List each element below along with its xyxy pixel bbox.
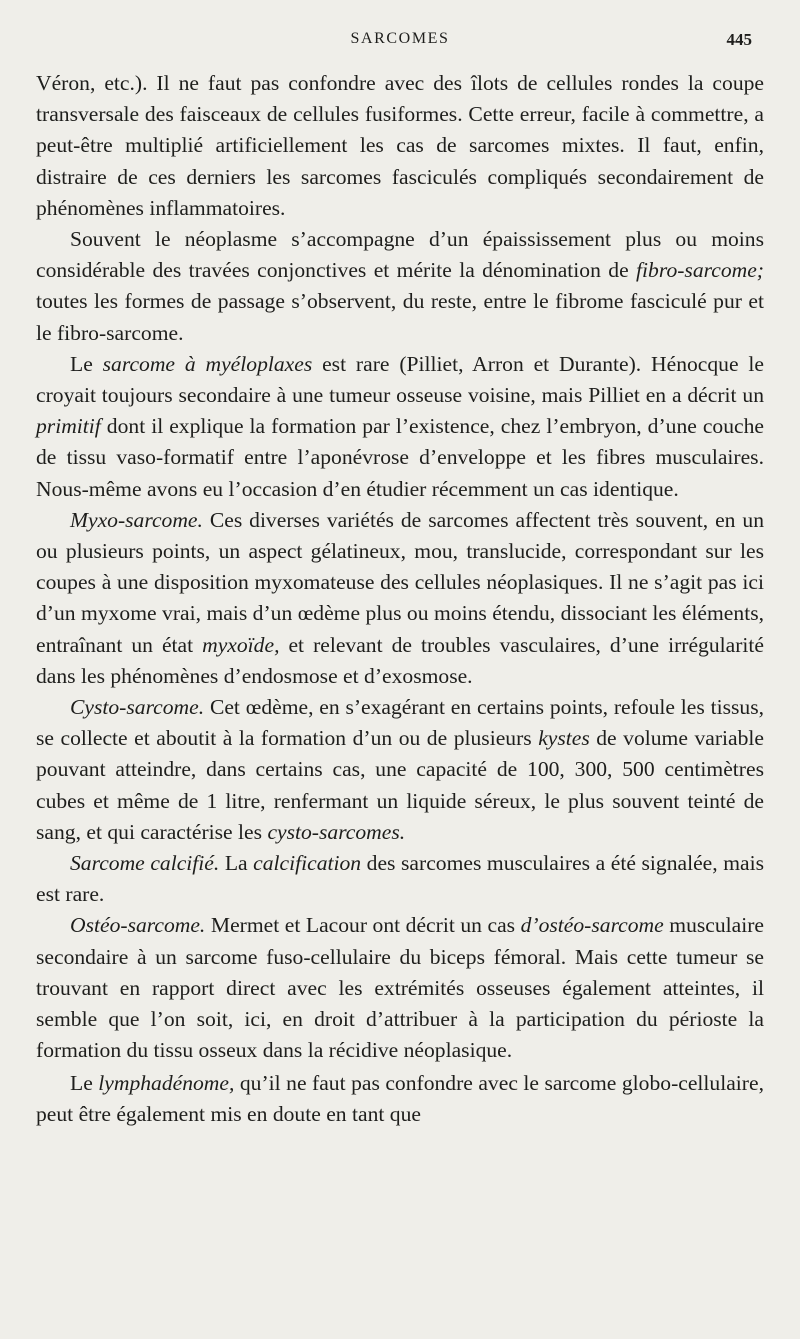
text-run: dont il explique la formation par l’existence, chez l’embryon, d’une couche de tissu vaso-formatif entre l’aponévrose d’enveloppe et les fibres musculaires. Nous-même avons eu l’occasion d’en étudier récemment un cas identique. [36,414,764,501]
text-run: toutes les formes de passage s’observent, du reste, entre le fibrome fasciculé pur et le fibro-sarcome. [36,289,764,345]
italic-run: kystes [538,726,590,751]
italic-run: Sarcome calcifié. [70,851,220,876]
body-text [36,68,764,1130]
text-run: qu’il ne faut pas confondre avec le sarcome globo-cellulaire, peut être également mis en doute en tant que [36,1070,764,1126]
running-title: SARCOMES [350,30,450,47]
running-head [38,30,762,54]
text-run: Souvent le néoplasme s’accompagne d’un épaississement plus ou moins considérable des travées conjonctives et mérite la dénomination de [36,227,764,283]
paragraph [36,910,764,1066]
italic-run: d’ostéo-sarcome [520,913,664,938]
paragraph [36,349,764,505]
text-run: de volume variable pouvant atteindre, dans certains cas, une capacité de 100, 300, 500 centimètres cubes et même de 1 litre, renfermant un liquide séreux, le plus souvent teinté de sang, et qui caractérise les [36,726,764,844]
text-run: est rare (Pilliet, Arron et Durante). Hénocque le croyait toujours secondaire à une tumeur osseuse voisine, mais Pilliet en a décrit un [36,351,764,408]
paragraph [36,224,764,349]
paragraph [36,848,764,910]
text-run: Le [70,1070,99,1095]
text-run: Ces diverses variétés de sarcomes affectent très souvent, en un ou plusieurs points, un aspect gélatineux, mou, translucide, correspondant sur les coupes à une disposition myxomateuse des cellules néoplasiques. Il ne s’agit pas ici d’un myxome vrai, mais d’un œdème plus ou moins étendu, dissociant les éléments, entraînant un état [36,507,764,657]
italic-run: cysto-sarcomes. [267,819,406,844]
italic-run: lymphadénome, [98,1070,235,1095]
text-run: et relevant de troubles vasculaires, d’une irrégularité dans les phénomènes d’endosmose et d’exosmose. [36,632,764,688]
italic-run: Myxo-sarcome. [70,507,203,532]
italic-run: Ostéo-sarcome. [70,913,206,938]
paragraph [36,68,764,224]
text-run: Le [70,351,103,376]
italic-run: primitif [36,414,101,439]
text-run: des sarcomes musculaires a été signalée, mais est rare. [36,851,764,907]
paragraph [36,1068,764,1130]
italic-run: Cysto-sarcome. [70,695,205,720]
paragraph [36,505,764,692]
text-run: La [219,851,254,876]
paragraph [36,692,764,848]
text-run: Véron, etc.). Il ne faut pas confondre avec des îlots de cellules rondes la coupe transversale des faisceaux de cellules fusiformes. Cette erreur, facile à commettre, a peut-être multiplié artificiellement les cas de sarcomes mixtes. Il faut, enfin, distraire de ces derniers les sarcomes fasciculés compliqués secondairement de phénomènes inflammatoires. [36,71,764,220]
italic-run: fibro-sarcome; [636,258,764,283]
italic-run: calcification [253,851,362,876]
text-run: musculaire secondaire à un sarcome fuso-cellulaire du biceps fémoral. Mais cette tumeur se trouvant en rapport direct avec les extrémités osseuses également atteintes, il semble que l’on soit, ici, en droit d’attribuer à la participation du périoste la formation du tissu osseux dans la récidive néoplasique. [36,913,765,1063]
text-run: Cet œdème, en s’exagérant en certains points, refoule les tissus, se collecte et aboutit à la formation d’un ou de plusieurs [36,695,764,751]
italic-run: sarcome à myéloplaxes [102,351,313,376]
text-run: Mermet et Lacour ont décrit un cas [205,913,521,938]
page-number: 445 [726,30,752,49]
italic-run: myxoïde, [202,632,280,657]
